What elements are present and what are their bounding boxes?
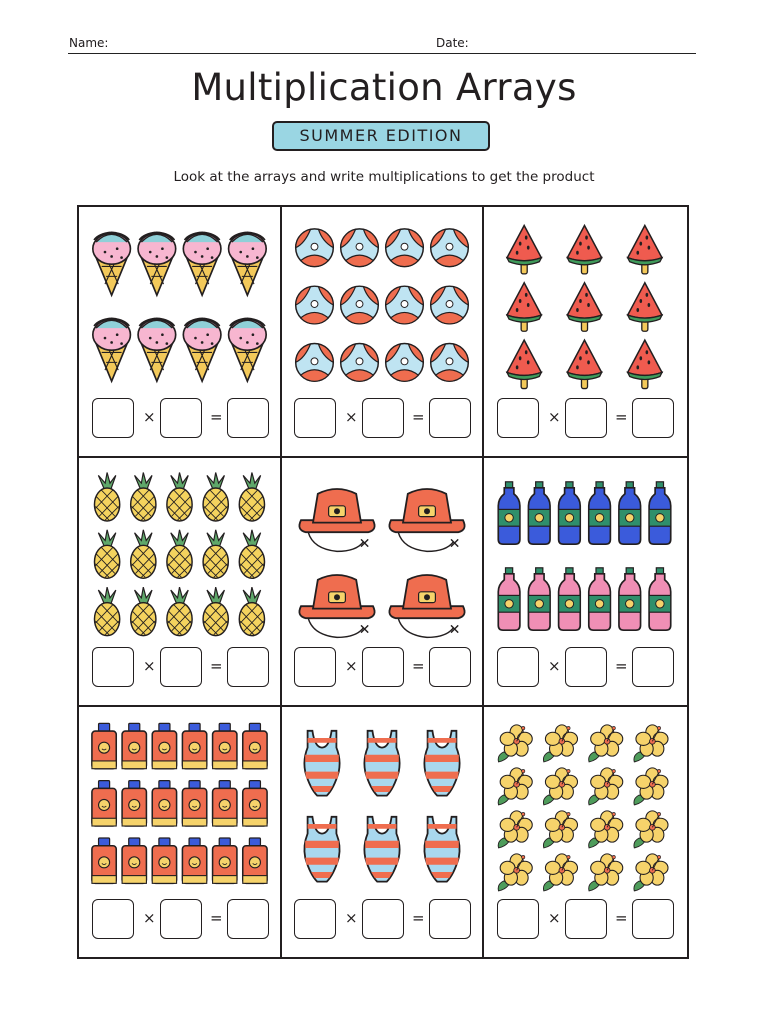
pineapple-icon bbox=[167, 530, 192, 579]
sunscreen-icon bbox=[213, 723, 237, 768]
beach-ball-icon bbox=[341, 286, 379, 324]
equation-row bbox=[282, 647, 482, 691]
pineapple-icon bbox=[167, 472, 192, 521]
sunscreen-icon bbox=[152, 838, 176, 883]
pineapple-icon bbox=[94, 587, 119, 636]
product-box[interactable] bbox=[632, 398, 674, 438]
hibiscus-icon bbox=[543, 811, 577, 848]
beach-ball-icon bbox=[296, 286, 334, 324]
array-cell-4 bbox=[79, 458, 282, 707]
equation-row bbox=[484, 647, 687, 691]
ice-cream-icon bbox=[229, 232, 267, 295]
beach-ball-icon bbox=[386, 286, 424, 324]
equals-sign: = bbox=[412, 408, 425, 426]
pineapple-icon bbox=[203, 587, 228, 636]
times-sign: × bbox=[548, 408, 561, 426]
soda-bottle-icon bbox=[559, 568, 581, 630]
sunscreen-icon bbox=[92, 838, 116, 883]
beach-ball-array bbox=[282, 207, 482, 397]
sunscreen-icon bbox=[152, 781, 176, 826]
sunscreen-icon bbox=[92, 781, 116, 826]
pineapple-icon bbox=[239, 530, 264, 579]
pineapple-array bbox=[79, 458, 280, 648]
bucket-hat-icon bbox=[299, 575, 374, 637]
equals-sign: = bbox=[412, 909, 425, 927]
factor-2-box[interactable] bbox=[160, 647, 202, 687]
factor-2-box[interactable] bbox=[565, 398, 607, 438]
page-title: Multiplication Arrays bbox=[191, 66, 577, 109]
ice-cream-array bbox=[79, 207, 280, 397]
watermelon-popsicle-icon bbox=[507, 225, 541, 273]
watermelon-popsicle-array bbox=[484, 207, 687, 397]
array-cell-9 bbox=[484, 707, 687, 957]
equals-sign: = bbox=[412, 657, 425, 675]
watermelon-popsicle-icon bbox=[567, 340, 601, 388]
ice-cream-icon bbox=[93, 232, 131, 295]
product-box[interactable] bbox=[429, 398, 471, 438]
pineapple-icon bbox=[94, 530, 119, 579]
sunscreen-array bbox=[79, 707, 280, 897]
soda-bottle-icon bbox=[589, 482, 611, 544]
times-sign: × bbox=[143, 909, 156, 927]
equation-row bbox=[79, 398, 280, 442]
times-sign: × bbox=[143, 408, 156, 426]
ice-cream-icon bbox=[183, 232, 221, 295]
beach-ball-icon bbox=[341, 229, 379, 267]
soda-bottle-icon bbox=[498, 482, 520, 544]
sunscreen-icon bbox=[122, 838, 146, 883]
pineapple-icon bbox=[167, 587, 192, 636]
hibiscus-icon bbox=[543, 854, 577, 891]
watermelon-popsicle-icon bbox=[507, 283, 541, 331]
array-cell-7 bbox=[79, 707, 282, 957]
watermelon-popsicle-icon bbox=[628, 225, 662, 273]
soda-bottle-icon bbox=[619, 568, 641, 630]
factor-1-box[interactable] bbox=[294, 398, 336, 438]
hibiscus-icon bbox=[543, 768, 577, 805]
array-cell-2 bbox=[282, 207, 484, 458]
swimsuit-array bbox=[282, 707, 482, 897]
swimsuit-icon bbox=[364, 817, 399, 882]
soda-bottle-icon bbox=[589, 568, 611, 630]
times-sign: × bbox=[345, 909, 358, 927]
beach-ball-icon bbox=[386, 229, 424, 267]
array-grid bbox=[77, 205, 689, 959]
instructions-text: Look at the arrays and write multiplications to get the product bbox=[173, 169, 595, 185]
equation-row bbox=[282, 398, 482, 442]
factor-2-box[interactable] bbox=[565, 647, 607, 687]
factor-2-box[interactable] bbox=[362, 647, 404, 687]
ice-cream-icon bbox=[93, 318, 131, 381]
ice-cream-icon bbox=[138, 232, 176, 295]
swimsuit-icon bbox=[304, 731, 339, 796]
product-box[interactable] bbox=[227, 398, 269, 438]
sunscreen-icon bbox=[92, 723, 116, 768]
beach-ball-icon bbox=[386, 344, 424, 382]
factor-1-box[interactable] bbox=[294, 647, 336, 687]
watermelon-popsicle-icon bbox=[628, 283, 662, 331]
pineapple-icon bbox=[239, 472, 264, 521]
equals-sign: = bbox=[210, 909, 223, 927]
pineapple-icon bbox=[94, 472, 119, 521]
soda-bottle-icon bbox=[528, 482, 550, 544]
hibiscus-icon bbox=[498, 854, 532, 891]
pineapple-icon bbox=[131, 472, 156, 521]
name-label: Name: bbox=[69, 36, 109, 50]
array-cell-8 bbox=[282, 707, 484, 957]
hibiscus-icon bbox=[498, 725, 532, 762]
pineapple-icon bbox=[131, 587, 156, 636]
product-box[interactable] bbox=[632, 899, 674, 939]
times-sign: × bbox=[548, 909, 561, 927]
factor-1-box[interactable] bbox=[497, 647, 539, 687]
watermelon-popsicle-icon bbox=[567, 225, 601, 273]
watermelon-popsicle-icon bbox=[507, 340, 541, 388]
array-cell-6 bbox=[484, 458, 687, 707]
soda-bottle-array bbox=[484, 458, 687, 648]
beach-ball-icon bbox=[431, 344, 469, 382]
sunscreen-icon bbox=[213, 838, 237, 883]
ice-cream-icon bbox=[138, 318, 176, 381]
pineapple-icon bbox=[131, 530, 156, 579]
hibiscus-icon bbox=[589, 768, 623, 805]
soda-bottle-icon bbox=[528, 568, 550, 630]
times-sign: × bbox=[143, 657, 156, 675]
hibiscus-icon bbox=[634, 811, 668, 848]
array-cell-3 bbox=[484, 207, 687, 458]
sunscreen-icon bbox=[182, 838, 206, 883]
equation-row bbox=[484, 398, 687, 442]
equals-sign: = bbox=[615, 408, 628, 426]
hibiscus-icon bbox=[589, 725, 623, 762]
sunscreen-icon bbox=[213, 781, 237, 826]
product-box[interactable] bbox=[227, 899, 269, 939]
factor-2-box[interactable] bbox=[160, 398, 202, 438]
times-sign: × bbox=[345, 408, 358, 426]
pineapple-icon bbox=[239, 587, 264, 636]
hibiscus-icon bbox=[498, 811, 532, 848]
swimsuit-icon bbox=[304, 817, 339, 882]
factor-2-box[interactable] bbox=[362, 899, 404, 939]
hibiscus-icon bbox=[498, 768, 532, 805]
equals-sign: = bbox=[615, 657, 628, 675]
soda-bottle-icon bbox=[619, 482, 641, 544]
factor-1-box[interactable] bbox=[92, 647, 134, 687]
swimsuit-icon bbox=[364, 731, 399, 796]
product-box[interactable] bbox=[632, 647, 674, 687]
equation-row bbox=[484, 899, 687, 943]
times-sign: × bbox=[548, 657, 561, 675]
soda-bottle-icon bbox=[498, 568, 520, 630]
times-sign: × bbox=[345, 657, 358, 675]
array-cell-5 bbox=[282, 458, 484, 707]
equals-sign: = bbox=[210, 408, 223, 426]
beach-ball-icon bbox=[296, 229, 334, 267]
equals-sign: = bbox=[615, 909, 628, 927]
beach-ball-icon bbox=[431, 286, 469, 324]
product-box[interactable] bbox=[429, 899, 471, 939]
sunscreen-icon bbox=[182, 781, 206, 826]
hibiscus-icon bbox=[543, 725, 577, 762]
watermelon-popsicle-icon bbox=[628, 340, 662, 388]
hibiscus-icon bbox=[634, 768, 668, 805]
watermelon-popsicle-icon bbox=[567, 283, 601, 331]
sunscreen-icon bbox=[122, 781, 146, 826]
factor-1-box[interactable] bbox=[497, 398, 539, 438]
sunscreen-icon bbox=[243, 723, 267, 768]
factor-2-box[interactable] bbox=[565, 899, 607, 939]
bucket-hat-icon bbox=[389, 489, 464, 551]
equation-row bbox=[79, 899, 280, 943]
beach-ball-icon bbox=[431, 229, 469, 267]
beach-ball-icon bbox=[341, 344, 379, 382]
factor-2-box[interactable] bbox=[160, 899, 202, 939]
swimsuit-icon bbox=[424, 817, 459, 882]
bucket-hat-icon bbox=[389, 575, 464, 637]
factor-1-box[interactable] bbox=[497, 899, 539, 939]
soda-bottle-icon bbox=[649, 482, 671, 544]
edition-badge: SUMMER EDITION bbox=[272, 121, 490, 151]
soda-bottle-icon bbox=[649, 568, 671, 630]
factor-1-box[interactable] bbox=[294, 899, 336, 939]
beach-ball-icon bbox=[296, 344, 334, 382]
factor-1-box[interactable] bbox=[92, 899, 134, 939]
factor-1-box[interactable] bbox=[92, 398, 134, 438]
date-label: Date: bbox=[436, 36, 469, 50]
name-date-line[interactable] bbox=[68, 53, 696, 54]
equation-row bbox=[282, 899, 482, 943]
pineapple-icon bbox=[203, 530, 228, 579]
equation-row bbox=[79, 647, 280, 691]
bucket-hat-array bbox=[282, 458, 482, 648]
hibiscus-icon bbox=[634, 725, 668, 762]
swimsuit-icon bbox=[424, 731, 459, 796]
product-box[interactable] bbox=[227, 647, 269, 687]
sunscreen-icon bbox=[243, 838, 267, 883]
bucket-hat-icon bbox=[299, 489, 374, 551]
equals-sign: = bbox=[210, 657, 223, 675]
sunscreen-icon bbox=[243, 781, 267, 826]
product-box[interactable] bbox=[429, 647, 471, 687]
sunscreen-icon bbox=[182, 723, 206, 768]
hibiscus-icon bbox=[589, 811, 623, 848]
hibiscus-array bbox=[484, 707, 687, 897]
ice-cream-icon bbox=[229, 318, 267, 381]
hibiscus-icon bbox=[589, 854, 623, 891]
sunscreen-icon bbox=[152, 723, 176, 768]
pineapple-icon bbox=[203, 472, 228, 521]
ice-cream-icon bbox=[183, 318, 221, 381]
array-cell-1 bbox=[79, 207, 282, 458]
hibiscus-icon bbox=[634, 854, 668, 891]
sunscreen-icon bbox=[122, 723, 146, 768]
soda-bottle-icon bbox=[559, 482, 581, 544]
factor-2-box[interactable] bbox=[362, 398, 404, 438]
